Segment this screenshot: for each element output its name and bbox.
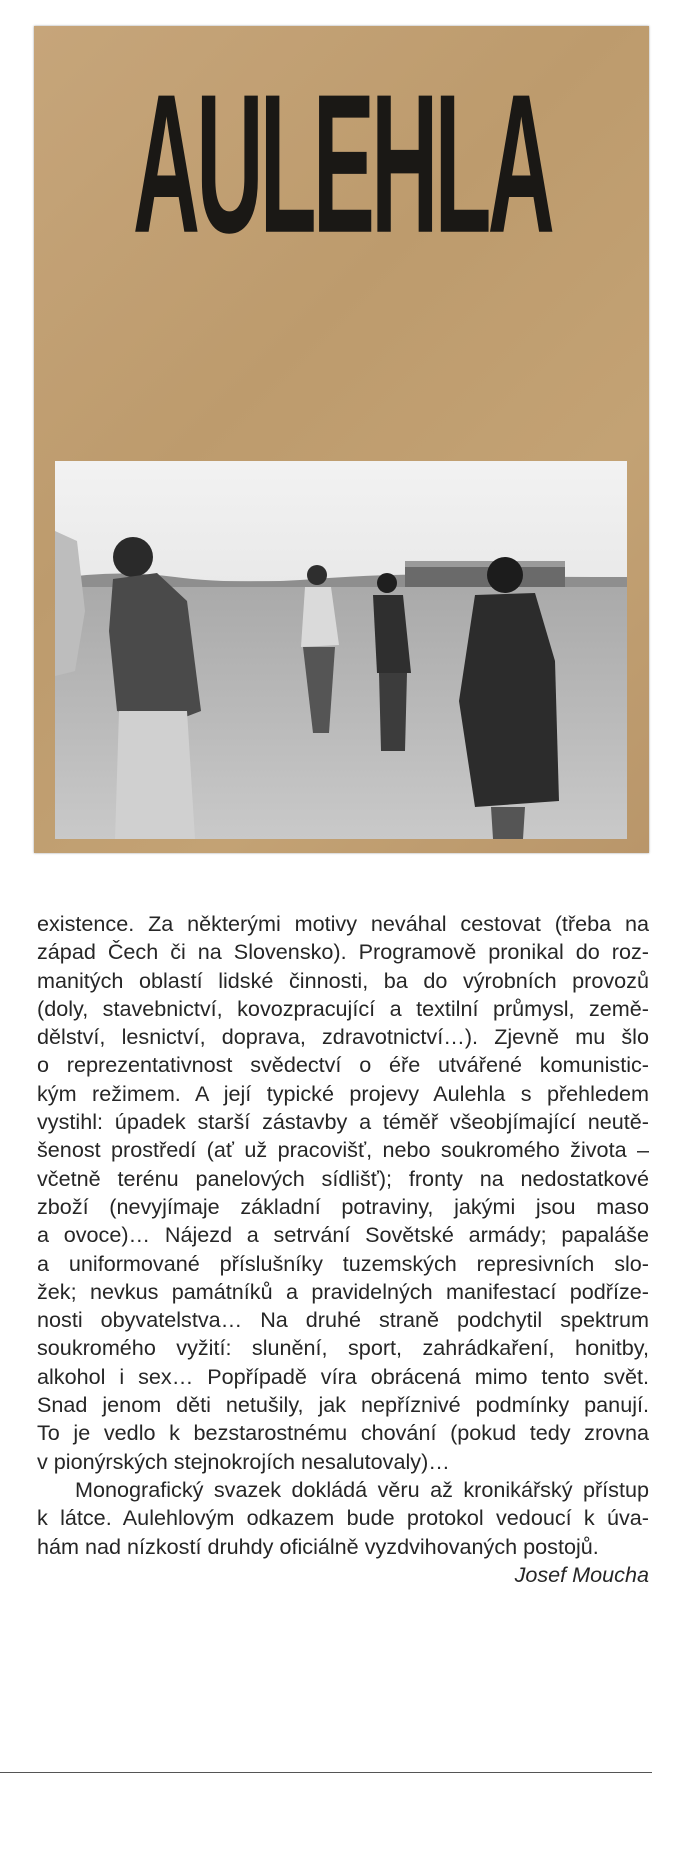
- text-line: a ovoce)… Nájezd a setrvání Sovětské armády; papaláše: [37, 1222, 649, 1248]
- cover-photograph-image: [55, 461, 627, 839]
- text-line: zboží (nevyjímaje základní potraviny, jakými jsou maso: [37, 1193, 649, 1219]
- article-text: [37, 910, 649, 1589]
- text-line: existence. Za některými motivy neváhal cestovat (třeba na: [37, 911, 649, 936]
- text-line: hám nad nízkostí druhdy oficiálně vyzdvihovaných postojů.: [37, 1533, 599, 1559]
- text-line: vystihl: úpadek starší zástavby a téměř všeobjímající neutě-: [37, 1109, 649, 1135]
- text-line: šenost prostředí (ať už pracovišť, nebo soukromého života –: [37, 1137, 649, 1163]
- text-line: žek; nevkus památníků a pravidelných manifestací podříze-: [37, 1278, 649, 1304]
- text-line: Snad jenom děti netušily, jak nepříznivé podmínky panují.: [37, 1392, 649, 1418]
- text-line: včetně terénu panelových sídlišť); fronty na nedostatkové: [37, 1165, 649, 1191]
- text-line: soukromého vyžití: slunění, sport, zahrádkaření, honitby,: [37, 1335, 649, 1361]
- article-paragraph-1: [37, 910, 649, 1476]
- cover-title: AULEHLA: [132, 51, 552, 274]
- text-line: nosti obyvatelstva… Na druhé straně podchytil spektrum: [37, 1307, 649, 1333]
- text-line: západ Čech či na Slovensko). Programově pronikal do roz-: [37, 939, 649, 965]
- text-line: To je vedlo k bezstarostnému chování (pokud tedy zrovna: [37, 1420, 649, 1446]
- text-line: a uniformované příslušníky tuzemských represivních slo-: [37, 1250, 649, 1276]
- book-cover: [34, 26, 649, 853]
- cover-photograph: [55, 461, 627, 839]
- text-line: (doly, stavebnictví, kovozpracující a textilní průmysl, země-: [37, 995, 649, 1021]
- text-line: manitých oblastí lidské činnosti, ba do výrobních provozů: [37, 967, 649, 993]
- author-signature: Josef Moucha: [514, 1561, 649, 1587]
- text-line: kým režimem. A její typické projevy Aulehla s přehledem: [37, 1080, 649, 1106]
- text-line: o reprezentativnost svědectví o éře utvářené komunistic-: [37, 1052, 649, 1078]
- text-line: k látce. Aulehlovým odkazem bude protokol vedoucí k úva-: [37, 1505, 649, 1531]
- divider-line: [0, 1772, 652, 1773]
- text-line: dělství, lesnictví, doprava, zdravotnictví…). Zjevně mu šlo: [37, 1024, 649, 1050]
- text-line: Monografický svazek dokládá věru až kronikářský přístup: [75, 1476, 649, 1502]
- text-line: v pionýrských stejnokrojích nesalutovaly)…: [37, 1448, 450, 1474]
- text-line: alkohol i sex… Popřípadě víra obrácená mimo tento svět.: [37, 1363, 649, 1389]
- article-paragraph-2: [37, 1476, 649, 1561]
